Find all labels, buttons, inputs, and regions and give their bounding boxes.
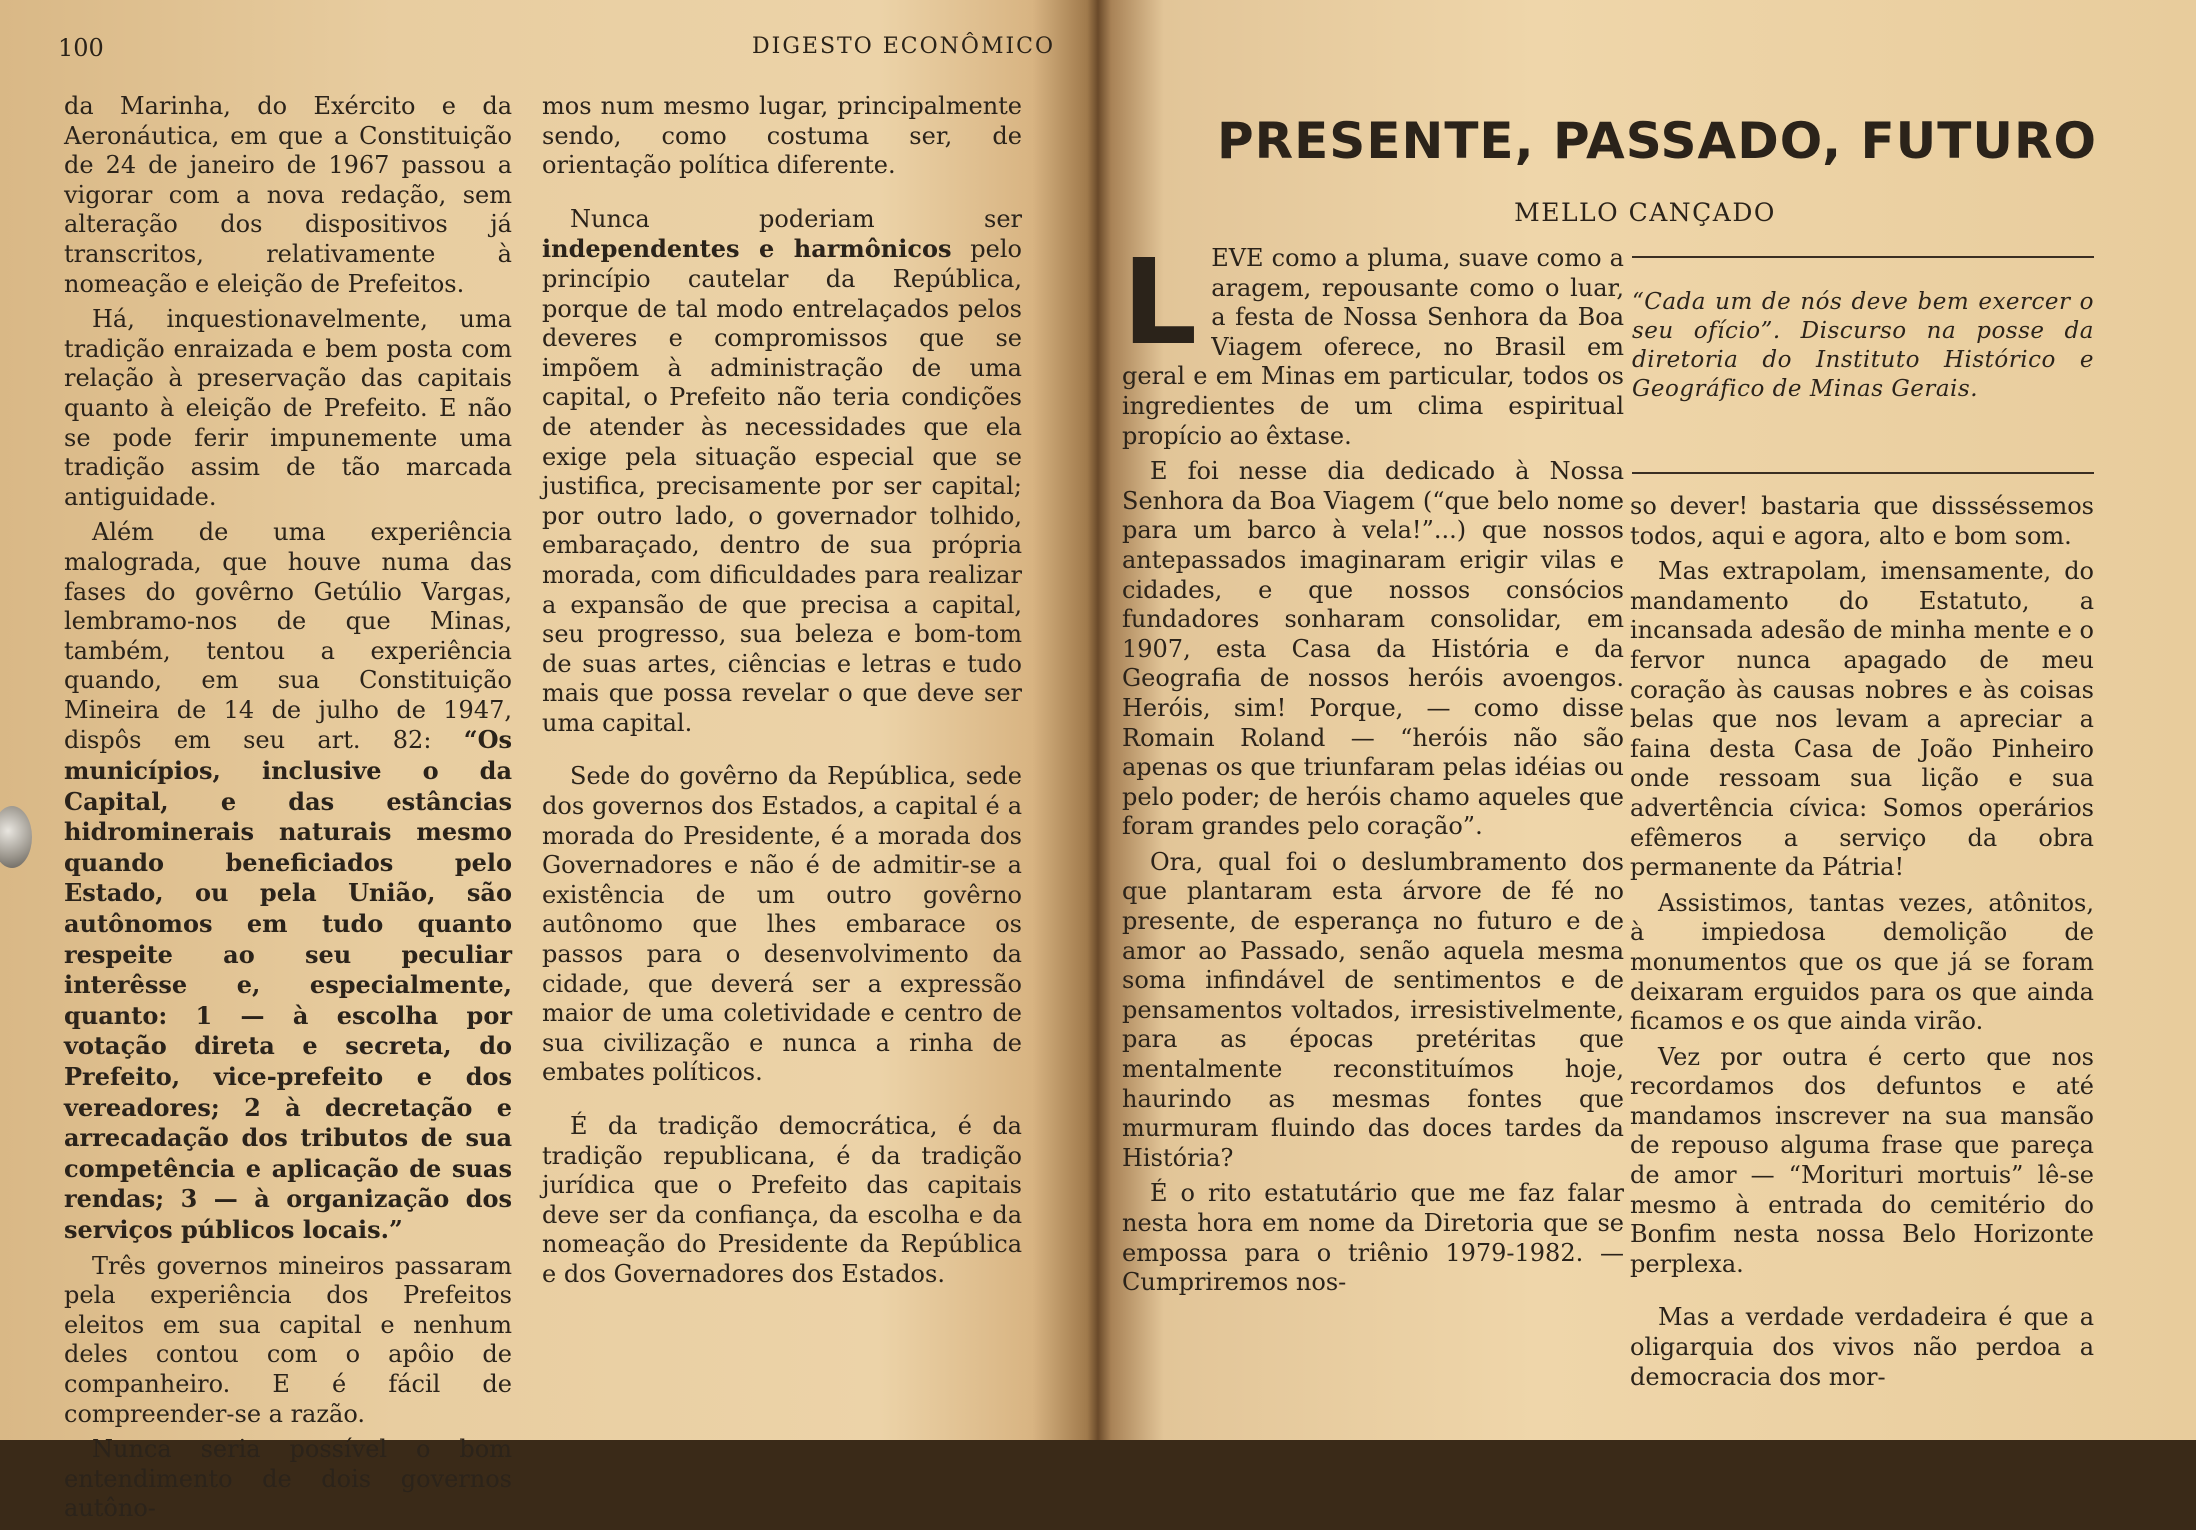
right-column-1 (1122, 233, 1624, 1304)
paragraph (542, 205, 1022, 739)
paragraph: Mas a verdade verdadeira é que a oligarquia dos vivos não perdoa a democracia dos mor- (1630, 1303, 2094, 1391)
staple-mark (0, 806, 32, 868)
emphasis-text: independentes e harmônicos (542, 234, 952, 264)
paragraph: E foi nesse dia dedicado à Nossa Senhora da Boa Viagem (“que belo nome para um barco à vela!”...) que nossos antepassados imaginaram erigir vilas e cidades, e que nossos consócios fundadores sonharam consolidar, em 1907, esta Casa da História e da Geografia de nossos heróis avoengos. Heróis, sim! Porque, — como disse Romain Roland — “heróis não são apenas os que triunfaram pelas idéias ou pelo poder; de heróis chamo aqueles que foram grandes pelo coração”. (1122, 457, 1624, 841)
paragraph: Vez por outra é certo que nos recordamos dos defuntos e até mandamos inscrever na sua mansão de repouso alguma frase que pareça de amor — “Morituri mortuis” lê-se mesmo à entrada do cemitério do Bonfim nesta nossa Belo Horizonte perplexa. (1630, 1042, 2094, 1278)
paragraph-text: Além de uma experiência malograda, que houve numa das fases do govêrno Getúlio Vargas, lembramo-nos de que Minas, também, tentou a experiência quando, em sua Constituição Mineira de 14 de julho de 1947, dispôs em seu art. 82: (64, 518, 512, 755)
paragraph-text: pelo princípio cautelar da República, porque de tal modo entrelaçados pelos deveres e compromissos que se impõem à administração de uma capital, o Prefeito não teria condições de atender às necessidades que ela exige pela situação especial que se justifica, precisamente por ser capital; por outro lado, o governador tolhido, embaraçado, dentro de sua própria morada, com dificuldades para realizar a expansão de que precisa a capital, seu progresso, sua beleza e bom-tom de suas artes, ciências e letras e tudo mais que possa revelar o que deve ser uma capital. (542, 235, 1022, 737)
left-page (0, 0, 1090, 1523)
paragraph (64, 518, 512, 1245)
paragraph (1122, 233, 1624, 451)
paragraph: Mas extrapolam, imensamente, do mandamento do Estatuto, a incansada adesão de minha mente e o fervor nunca apagado de meu coração às causas nobres e às coisas belas que nos levam a apreciar a faina desta Casa de João Pinheiro onde ressoam sua lição e sua advertência cívica: Somos operários efêmeros a serviço da obra permanente da Pátria! (1630, 557, 2094, 882)
paragraph: mos num mesmo lugar, principalmente sendo, como costuma ser, de orientação política diferente. (542, 92, 1022, 180)
article-author: MELLO CANÇADO (1514, 198, 1776, 227)
paragraph: Há, inquestionavelmente, uma tradição enraizada e bem posta com relação à preservação das capitais quanto à eleição de Prefeito. E não se pode ferir impunemente uma tradição assim de tão marcada antiguidade. (64, 305, 512, 511)
paragraph: É o rito estatutário que me faz falar nesta hora em nome da Diretoria que se empossa para o triênio 1979-1982. — Cumpriremos nos- (1122, 1179, 1624, 1297)
article-title: PRESENTE, PASSADO, FUTURO (1217, 112, 2097, 170)
page-number: 100 (58, 34, 104, 62)
drop-cap: L (1122, 233, 1198, 371)
paragraph: Assistimos, tantas vezes, atônitos, à impiedosa demolição de monumentos que os que já se foram deixaram erguidos para os que ainda ficamos e os que ainda virão. (1630, 888, 2094, 1036)
paragraph: Sede do govêrno da República, sede dos governos dos Estados, a capital é a morada do Presidente, é a morada dos Governadores e não é de admitir-se a existência de um outro govêrno autônomo que lhes embarace os passos para o desenvolvimento da cidade, que deverá ser a expressão maior de uma coletividade e centro de sua civilização e nunca a rinha de embates políticos. (542, 762, 1022, 1087)
paragraph: da Marinha, do Exército e da Aeronáutica, em que a Constituição de 24 de janeiro de 1967 passou a vigorar com a nova redação, sem alteração dos dispositivos já transcritos, relativamente à nomeação e eleição de Prefeitos. (64, 92, 512, 298)
left-column-1 (64, 92, 512, 1530)
left-column-2 (542, 92, 1022, 1296)
paragraph: so dever! bastaria que dissséssemos todos, aqui e agora, alto e bom som. (1630, 492, 2094, 550)
constitution-quote: “Os municípios, inclusive o da Capital, e das estâncias hidrominerais naturais mesmo quando beneficiados pelo Estado, ou pela União, são autônomos em tudo quanto respeite ao seu peculiar interêsse e, especialmente, quanto: 1 — à escolha por votação direta e secreta, do Prefeito, vice-prefeito e dos vereadores; 2 à decretação e arrecadação dos tributos de sua competência e aplicação de suas rendas; 3 — à organização dos serviços públicos locais.” (64, 725, 512, 1244)
paragraph: Três governos mineiros passaram pela experiência dos Prefeitos eleitos em sua capital e nenhum deles contou com o apôio de companheiro. E é fácil de compreender-se a razão. (64, 1251, 512, 1428)
epigraph-box (1632, 256, 2094, 474)
paragraph: Ora, qual foi o deslumbramento dos que plantaram esta árvore de fé no presente, de esperança no futuro e de amor ao Passado, senão aquela mesma soma infindável de sentimentos e de pensamentos voltados, irresistivelmente, para as épocas pretéritas que mentalmente reconstituímos hoje, haurindo as mesmas fontes que murmuram fluindo das doces tardes da História? (1122, 847, 1624, 1172)
epigraph: “Cada um de nós deve bem exercer o seu ofício”. Discurso na posse da diretoria do Instituto Histórico e Geográfico de Minas Gerais. (1632, 289, 2094, 402)
paragraph-text: Nunca poderiam ser (570, 204, 1022, 233)
paragraph: Nunca seria possível o bom entendimento de dois governos autôno- (64, 1435, 512, 1523)
right-column-2 (1630, 492, 2094, 1398)
paragraph-text: EVE como a pluma, suave como a aragem, repousante como o luar, a festa de Nossa Senhora da Boa Viagem oferece, no Brasil em geral e em Minas em particular, todos os ingredientes de um clima espiritual propício ao êxtase. (1122, 244, 1624, 450)
running-header: DIGESTO ECONÔMICO (752, 34, 1056, 59)
paragraph: É da tradição democrática, é da tradição republicana, é da tradição jurídica que o Prefeito das capitais deve ser da confiança, da escolha e da nomeação do Presidente da República e dos Governadores dos Estados. (542, 1112, 1022, 1288)
right-page (1090, 0, 2196, 1440)
